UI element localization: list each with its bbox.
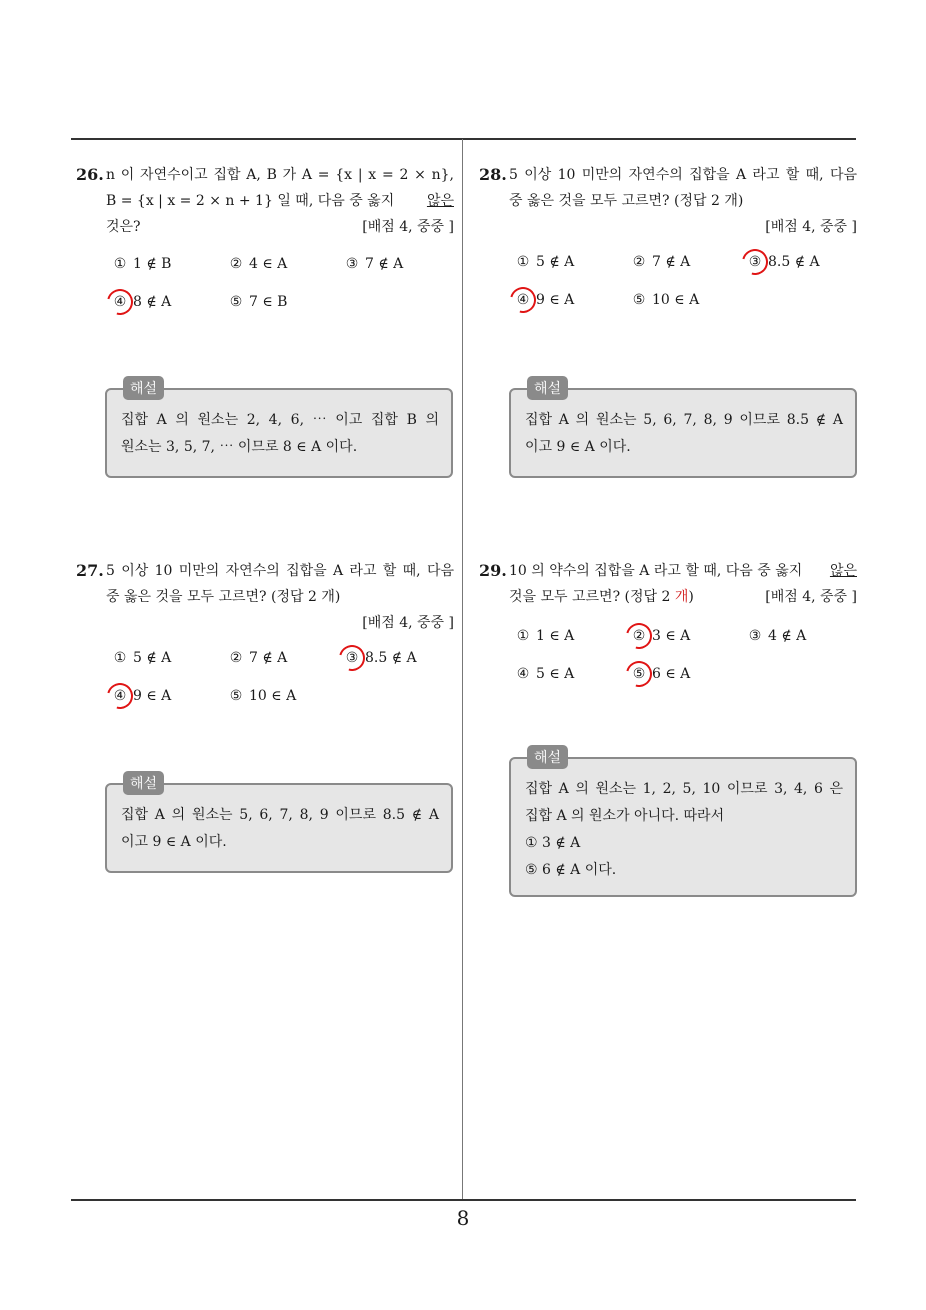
choice-mark: ② — [632, 254, 646, 270]
answer-circled-mark: ⑤ — [631, 666, 647, 682]
problem-27 — [76, 558, 454, 730]
solution-line: 원소는 3, 5, 7, ⋯ 이므로 8 ∈ A 이다. — [121, 439, 358, 455]
question-last-line — [106, 214, 454, 240]
score-meta: [배점 4, 중중 ] — [765, 589, 857, 605]
choices — [112, 256, 454, 336]
answer-circle-icon — [505, 282, 541, 318]
choice-text: 4 ∈ A — [249, 256, 288, 272]
solution-line: 집합 A 의 원소는 2, 4, 6, ⋯ 이고 집합 B 의 — [121, 412, 439, 428]
answer-circled-mark: ④ — [112, 294, 128, 310]
answer-circled-mark: ② — [631, 628, 647, 644]
choices — [515, 254, 857, 334]
choice-4[interactable] — [112, 294, 171, 310]
solution-line: ① 3 ∉ A — [525, 835, 581, 851]
footer-rule — [71, 1199, 856, 1201]
choice-5[interactable] — [228, 294, 287, 310]
choice-mark: ② — [229, 650, 243, 666]
answer-circled-mark: ③ — [747, 254, 763, 270]
choice-mark: ⑤ — [229, 294, 243, 310]
question-text — [479, 162, 857, 240]
choice-3[interactable] — [747, 254, 820, 270]
choice-1[interactable] — [515, 254, 574, 270]
question-text — [76, 558, 454, 636]
question-line: 중 옳은 것을 모두 고르면? (정답 2 개) — [106, 589, 341, 605]
choices — [515, 628, 857, 708]
score-meta: [배점 4, 중중 ] — [765, 219, 857, 235]
question-line: 것을 모두 고르면? (정답 2 개) [배점 4, 중중 ] — [509, 584, 857, 610]
choice-1[interactable] — [515, 628, 574, 644]
question-line: B = {x | x = 2 × n + 1} 일 때, 다음 중 옳지 않은 — [106, 188, 454, 214]
choice-text: 9 ∈ A — [536, 292, 575, 308]
choice-mark: ① — [516, 628, 530, 644]
choice-text: 8.5 ∉ A — [365, 650, 417, 666]
choice-mark: ① — [113, 650, 127, 666]
choice-mark: ② — [229, 256, 243, 272]
problem-29 — [479, 558, 857, 708]
problem-number: 26. — [76, 165, 104, 184]
choice-text: 7 ∉ A — [652, 254, 691, 270]
choice-mark: ⑤ — [632, 292, 646, 308]
choice-text: 5 ∈ A — [536, 666, 575, 682]
header-rule — [71, 138, 856, 140]
choice-text: 10 ∈ A — [652, 292, 700, 308]
choice-text: 7 ∉ A — [365, 256, 404, 272]
choice-3[interactable] — [344, 256, 403, 272]
solution-box-26 — [105, 381, 453, 478]
choice-mark: ④ — [516, 666, 530, 682]
solution-line: ⑤ 6 ∉ A 이다. — [525, 862, 617, 878]
solution-line: 집합 A 의 원소는 5, 6, 7, 8, 9 이므로 8.5 ∉ A — [121, 807, 439, 823]
problem-28 — [479, 162, 857, 334]
choice-5[interactable] — [631, 292, 699, 308]
question-line: 10 의 약수의 집합을 A 라고 할 때, 다음 중 옳지 않은 — [509, 558, 857, 584]
choice-3[interactable] — [747, 628, 806, 644]
choice-text: 9 ∈ A — [133, 688, 172, 704]
choice-mark: ③ — [748, 628, 762, 644]
solution-line: 이고 9 ∈ A 이다. — [121, 834, 227, 850]
choice-2[interactable] — [228, 650, 287, 666]
choice-5[interactable] — [631, 666, 690, 682]
choice-text: 3 ∈ A — [652, 628, 691, 644]
solution-box-29 — [509, 750, 857, 897]
question-line: 5 이상 10 미만의 자연수의 집합을 A 라고 할 때, 다음 — [106, 563, 454, 579]
problem-number: 28. — [479, 165, 507, 184]
answer-circle-icon — [621, 656, 657, 692]
solution-line: 집합 A 의 원소가 아니다. 따라서 — [525, 808, 725, 824]
choice-text: 5 ∉ A — [536, 254, 575, 270]
solution-box-28 — [509, 381, 857, 478]
answer-circle-icon — [621, 618, 657, 654]
question-text — [479, 558, 857, 610]
solution-tag: 해설 — [527, 376, 568, 400]
solution-line: 집합 A 의 원소는 5, 6, 7, 8, 9 이므로 8.5 ∉ A — [525, 412, 843, 428]
choice-text: 4 ∉ A — [768, 628, 807, 644]
problem-number: 29. — [479, 561, 507, 580]
solution-tag: 해설 — [527, 745, 568, 769]
choice-text: 7 ∉ A — [249, 650, 288, 666]
choice-2[interactable] — [228, 256, 287, 272]
answer-circle-icon — [102, 284, 138, 320]
choice-text: 1 ∉ B — [133, 256, 172, 272]
underlined-word: 않은 — [829, 563, 857, 579]
solution-line: 집합 A 의 원소는 1, 2, 5, 10 이므로 3, 4, 6 은 — [525, 781, 843, 797]
answer-circle-icon — [334, 640, 370, 676]
choice-5[interactable] — [228, 688, 296, 704]
choice-text: 1 ∈ A — [536, 628, 575, 644]
solution-line: 이고 9 ∈ A 이다. — [525, 439, 631, 455]
problem-number: 27. — [76, 561, 104, 580]
choice-3[interactable] — [344, 650, 417, 666]
question-line: n 이 자연수이고 집합 A, B 가 A = {x | x = 2 × n}, — [106, 167, 454, 183]
page-number: 8 — [456, 1206, 470, 1230]
answer-circled-mark: ③ — [344, 650, 360, 666]
choice-text: 7 ∈ B — [249, 294, 288, 310]
question-line: 중 옳은 것을 모두 고르면? (정답 2 개) — [509, 193, 744, 209]
question-text — [76, 162, 454, 240]
answer-circle-icon — [737, 244, 773, 280]
choice-text: 8 ∉ A — [133, 294, 172, 310]
answer-circled-mark: ④ — [112, 688, 128, 704]
answer-circle-icon — [102, 678, 138, 714]
solution-tag: 해설 — [123, 771, 164, 795]
choice-4[interactable] — [515, 666, 574, 682]
choice-4[interactable] — [515, 292, 574, 308]
choice-1[interactable] — [112, 256, 171, 272]
score-meta: [배점 4, 중중 ] — [362, 219, 454, 235]
choice-2[interactable] — [631, 628, 690, 644]
score-meta: [배점 4, 중중 ] — [362, 615, 454, 631]
choice-text: 10 ∈ A — [249, 688, 297, 704]
choice-text: 5 ∉ A — [133, 650, 172, 666]
solution-box-27 — [105, 776, 453, 873]
column-divider — [462, 139, 463, 1200]
red-highlight: 개 — [674, 589, 689, 605]
choice-mark: ① — [516, 254, 530, 270]
choice-text: 6 ∈ A — [652, 666, 691, 682]
choice-text: 8.5 ∉ A — [768, 254, 820, 270]
choice-1[interactable] — [112, 650, 171, 666]
choice-mark: ③ — [345, 256, 359, 272]
choice-2[interactable] — [631, 254, 690, 270]
question-line: 것은? — [106, 219, 141, 235]
choices — [112, 650, 454, 730]
answer-circled-mark: ④ — [515, 292, 531, 308]
choice-mark: ① — [113, 256, 127, 272]
solution-tag: 해설 — [123, 376, 164, 400]
choice-4[interactable] — [112, 688, 171, 704]
problem-26 — [76, 162, 454, 336]
question-line: 5 이상 10 미만의 자연수의 집합을 A 라고 할 때, 다음 — [509, 167, 857, 183]
underlined-word: 않은 — [426, 193, 454, 209]
choice-mark: ⑤ — [229, 688, 243, 704]
